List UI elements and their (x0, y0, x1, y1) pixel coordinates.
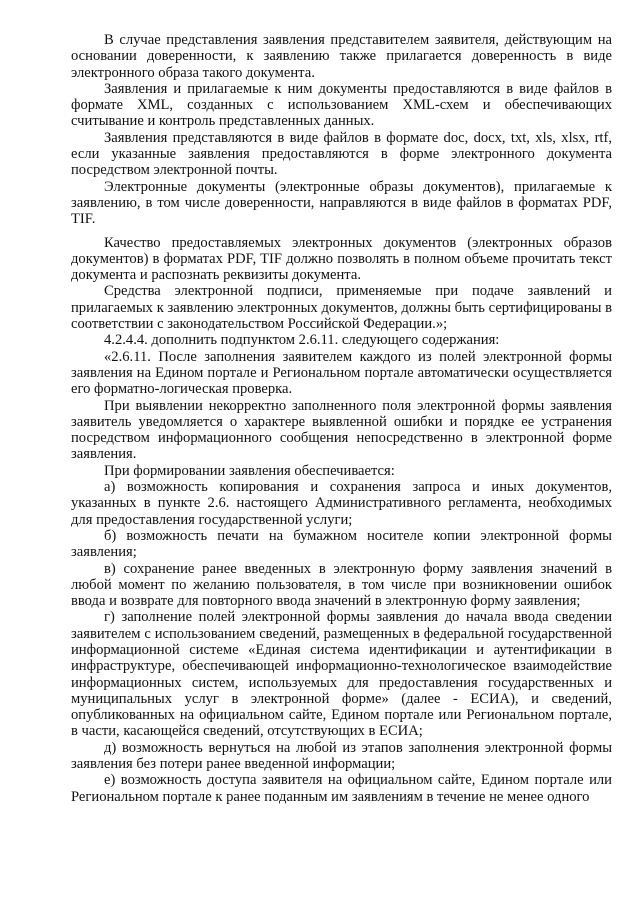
list-item-e: е) возможность доступа заявителя на официальном сайте, Едином портале или Региональном портале к ранее поданным им заявлениям в течение не менее одного (71, 772, 612, 805)
list-item-a: а) возможность копирования и сохранения запроса и иных документов, указанных в пункте 2.6. настоящего Административного регламента, необходимых для предоставления государственной услуги; (71, 479, 612, 528)
paragraph-format-logic-check: «2.6.11. После заполнения заявителем каждого из полей электронной формы заявления на Едином портале и Региональном портале автоматически осуществляется его форматно-логическая проверка. (71, 348, 612, 398)
paragraph-electronic-signature: Средства электронной подписи, применяемые при подаче заявлений и прилагаемых к заявлению электронных документов, должны быть сертифицированы в соответствии с законодательством Российской Федерации.»; (71, 283, 612, 333)
paragraph-xml-format: Заявления и прилагаемые к ним документы предоставляются в виде файлов в формате XML, созданных с использованием XML-схем и обеспечивающих считывание и контроль представленных данных. (71, 80, 612, 130)
paragraph-electronic-documents: Электронные документы (электронные образы документов), прилагаемые к заявлению, в том числе доверенности, направляются в виде файлов в форматах PDF, TIF. (71, 178, 612, 228)
paragraph-document-quality: Качество предоставляемых электронных документов (электронных образов документов) в форматах PDF, TIF должно позволять в полном объеме прочитать текст документа и распознать реквизиты документа. (71, 234, 612, 284)
paragraph-error-notification: При выявлении некорректно заполненного поля электронной формы заявления заявитель уведомляется о характере выявленной ошибки и порядке ее устранения посредством информационного сообщения непосредственно в электронной форме заявления. (71, 397, 612, 463)
list-item-g: г) заполнение полей электронной формы заявления до начала ввода сведении заявителем с использованием сведений, размещенных в федеральной государственной информационной системе «Единая система идентификации и аутентификации в инфраструктуре, обеспечивающей информационно-технологическое взаимодействие информационных систем, используемых для предоставления государственных и муниципальных услуг в электронной форме» (далее - ЕСИА), и сведений, опубликованных на официальном сайте, Едином портале или Региональном портале, в части, касающейся сведений, отсутствующих в ЕСИА; (71, 609, 612, 740)
paragraph-form-provision-intro: При формировании заявления обеспечивается: (104, 462, 395, 479)
paragraph-amendment-subclause: 4.2.4.4. дополнить подпунктом 2.6.11. следующего содержания: (104, 332, 500, 349)
document-page (71, 32, 612, 805)
list-item-b: б) возможность печати на бумажном носителе копии электронной формы заявления; (71, 527, 612, 561)
list-item-v: в) сохранение ранее введенных в электронную форму заявления значений в любой момент по желанию пользователя, в том числе при возникновении ошибок ввода и возврате для повторного ввода значений в электронную форму заявления; (71, 560, 612, 610)
list-item-d: д) возможность вернуться на любой из этапов заполнения электронной формы заявления без потери ранее введенной информации; (71, 739, 612, 773)
paragraph-representative-power-of-attorney: В случае представления заявления представителем заявителя, действующим на основании доверенности, к заявлению также прилагается доверенность в виде электронного образа такого документа. (71, 32, 612, 81)
paragraph-file-formats: Заявления представляются в виде файлов в формате doc, docx, txt, xls, xlsx, rtf, если указанные заявления предоставляются в форме электронного документа посредством электронной почты. (71, 129, 612, 179)
